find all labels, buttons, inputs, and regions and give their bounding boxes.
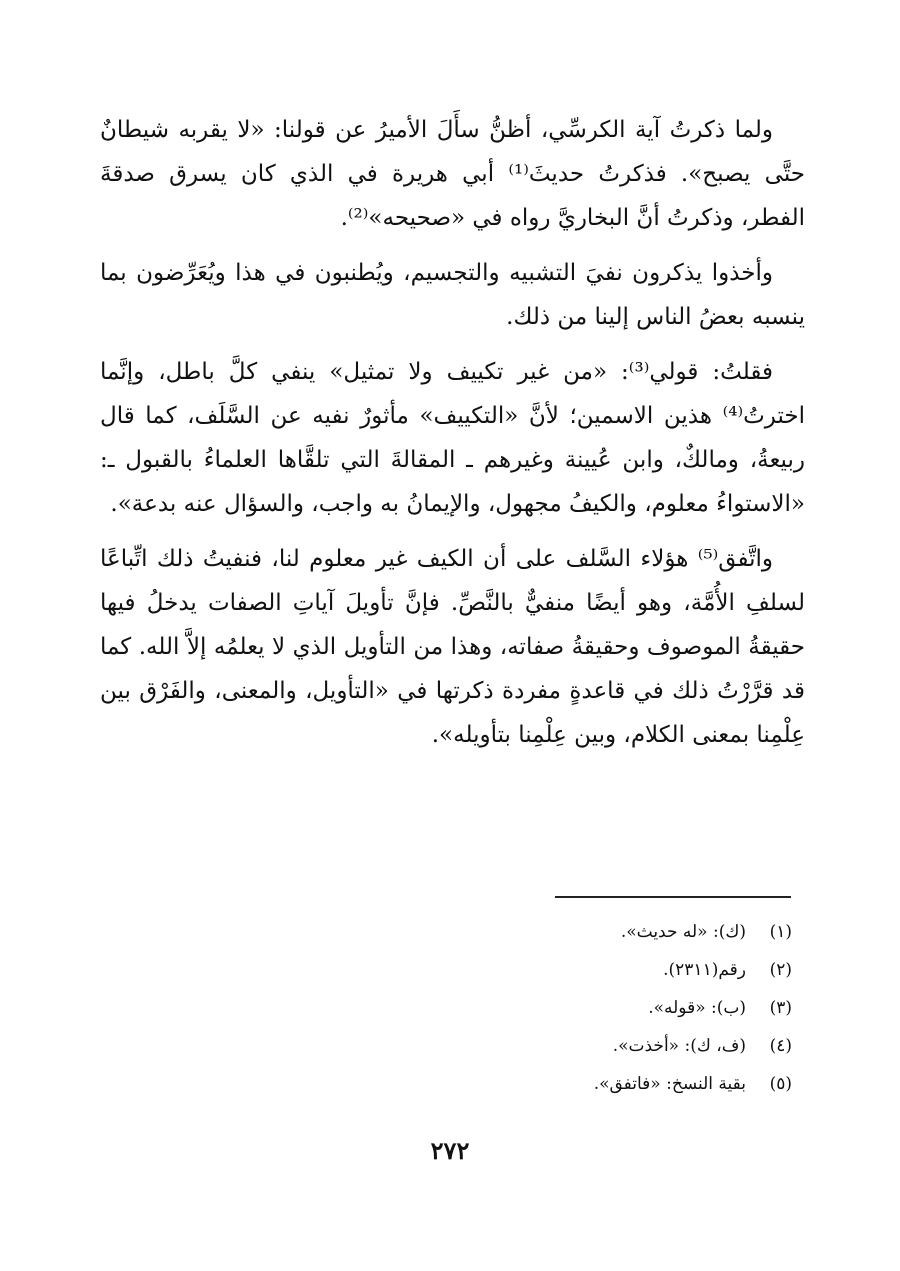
footnote-text: بقية النسخ: «فاتفق». bbox=[593, 1074, 746, 1094]
footnote-1 bbox=[292, 913, 792, 951]
main-text bbox=[100, 108, 805, 768]
footnote-number: (٢) bbox=[769, 960, 792, 980]
paragraph-3: فقلتُ: قولي⁽³⁾: «من غير تكييف ولا تمثيل» ينفي كلَّ باطل، وإنَّما اخترتُ⁽⁴⁾ هذين الاسمين؛ لأنَّ «التكييف» مأثورٌ نفيه عن السَّلَف، كما قال ربيعةُ، ومالكٌ، وابن عُيينة وغيرهم ـ المقالةَ التي تلقَّاها العلماءُ بالقبول ـ: «الاستواءُ معلوم، والكيفُ مجهول، والإيمانُ به واجب، والسؤال عنه بدعة». bbox=[100, 359, 805, 517]
footnote-text: (ف، ك): «أخذت». bbox=[612, 1036, 746, 1056]
page-number: ٢٧٢ bbox=[430, 1136, 470, 1165]
footnote-number: (٣) bbox=[769, 998, 792, 1018]
footnote-5 bbox=[292, 1065, 792, 1103]
footnote-number: (٥) bbox=[769, 1074, 792, 1094]
paragraph-2: وأخذوا يذكرون نفيَ التشبيه والتجسيم، ويُطنبون في هذا ويُعَرِّضون بما ينسبه بعضُ الناس إلينا من ذلك. bbox=[100, 260, 805, 330]
footnote-3 bbox=[292, 989, 792, 1027]
footnote-2 bbox=[292, 951, 792, 989]
footnote-text: (ك): «له حديث». bbox=[620, 922, 746, 942]
footnote-number: (٤) bbox=[769, 1036, 792, 1056]
footnotes bbox=[292, 913, 792, 1103]
footnote-separator bbox=[555, 896, 791, 898]
footnote-text: (ب): «قوله». bbox=[648, 998, 746, 1018]
paragraph-1: ولما ذكرتُ آية الكرسِّي، أظنُّ سأَلَ الأميرُ عن قولنا: «لا يقربه شيطانٌ حتَّى يصبح». فذكرتُ حديثَ⁽¹⁾ أبي هريرة في الذي كان يسرق صدقةَ الفطر، وذكرتُ أنَّ البخاريَّ رواه في «صحيحه»⁽²⁾. bbox=[100, 117, 805, 231]
paragraph-4: واتَّفق⁽⁵⁾ هؤلاء السَّلف على أن الكيف غير معلوم لنا، فنفيتُ ذلك اتِّباعًا لسلفِ الأُمَّة، وهو أيضًا منفيٌّ بالنَّصِّ. فإنَّ تأويلَ آياتِ الصفات يدخلُ فيها حقيقةُ الموصوف وحقيقةُ صفاته، وهذا من التأويل الذي لا يعلمُه إلاَّ الله. كما قد قرَّرْتُ ذلك في قاعدةٍ مفردة ذكرتها في «التأويل، والمعنى، والفَرْق بين عِلْمِنا بمعنى الكلام، وبين عِلْمِنا بتأويله». bbox=[100, 546, 805, 748]
footnote-number: (١) bbox=[769, 922, 792, 942]
footnote-4 bbox=[292, 1027, 792, 1065]
footnote-text: رقم(٢٣١١). bbox=[663, 960, 746, 980]
